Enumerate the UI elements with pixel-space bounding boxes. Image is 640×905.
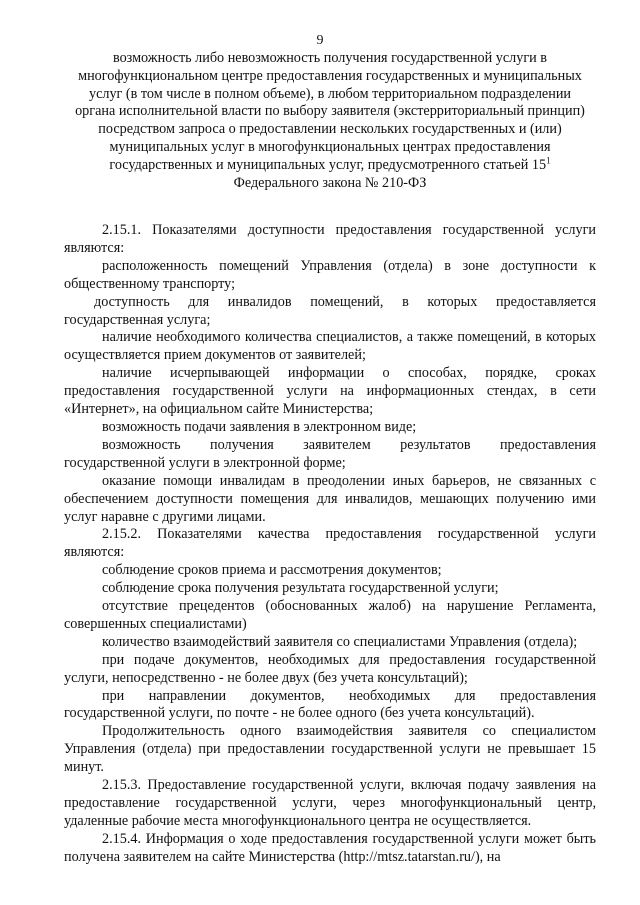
paragraph-2-15-1: 2.15.1. Показателями доступности предоставления государственной услуги являются: [64, 222, 596, 256]
list-item: отсутствие прецедентов (обоснованных жалоб) на нарушение Регламента, совершенных специалистами) [64, 598, 596, 632]
heading-superscript: 1 [546, 155, 551, 166]
list-item: наличие исчерпывающей информации о способах, порядке, сроках предоставления государственной услуги на информационных стендах, в сети «Интернет», на официальном сайте Министерства; [64, 365, 596, 418]
list-item: наличие необходимого количества специалистов, а также помещений, в которых осуществляется прием документов от заявителей; [64, 329, 596, 364]
list-item: возможность подачи заявления в электронном виде; [102, 418, 417, 435]
paragraph-2-15-3: 2.15.3. Предоставление государственной услуги, включая подачу заявления на предоставление государственной услуги, через многофункциональный центр, удаленные рабочие места многофункционального центра не осуществляется. [64, 777, 596, 829]
document-body [64, 222, 596, 867]
page-number: 9 [316, 33, 324, 48]
list-item: соблюдение срока получения результата государственной услуги; [102, 580, 499, 597]
paragraph-2-15-2: 2.15.2. Показателями качества предоставления государственной услуги являются: [64, 526, 596, 561]
list-item: оказание помощи инвалидам в преодолении иных барьеров, не связанных с обеспечением доступности помещения для инвалидов, мешающих получению ими услуг наравне с другими лицами. [64, 472, 596, 525]
list-item: доступность для инвалидов помещений, в которых предоставляется государственная услуга; [64, 293, 596, 328]
section-heading [70, 50, 590, 192]
heading-text-end: Федерального закона № 210-ФЗ [233, 174, 427, 191]
list-item: при направлении документов, необходимых для предоставления государственной услуги, по почте - не более одного (без учета консультаций). [64, 687, 596, 722]
heading-text: возможность либо невозможность получения государственной услуги в многофункциональном центре предоставления государственных и муниципальных услуг (в том числе в полном объеме), в любом территориальном подразделении органа исполнительной власти по выбору заявителя (экстерриториальный принцип) посредством запроса о предоставлении нескольких государственных и (или) муниципальных услуг в многофункциональных центрах предоставления государственных и муниципальных услуг, предусмотренного статьей 15 [75, 50, 585, 173]
list-item: при подаче документов, необходимых для предоставления государственной услуги, непосредственно - не более двух (без учета консультаций); [64, 651, 596, 686]
list-item: расположенность помещений Управления (отдела) в зоне доступности к общественному транспорту; [64, 257, 596, 292]
paragraph-2-15-4: 2.15.4. Информация о ходе предоставления государственной услуги может быть получена заявителем на сайте Министерства (http://mtsz.tatarstan.ru/), на [64, 830, 596, 865]
list-item: возможность получения заявителем результатов предоставления государственной услуги в электронной форме; [64, 436, 596, 471]
list-item: соблюдение сроков приема и рассмотрения документов; [102, 562, 442, 579]
list-item: количество взаимодействий заявителя со специалистами Управления (отдела); [102, 633, 578, 650]
paragraph-duration: Продолжительность одного взаимодействия заявителя со специалистом Управления (отдела) при предоставлении государственной услуги не превышает 15 минут. [64, 723, 596, 776]
